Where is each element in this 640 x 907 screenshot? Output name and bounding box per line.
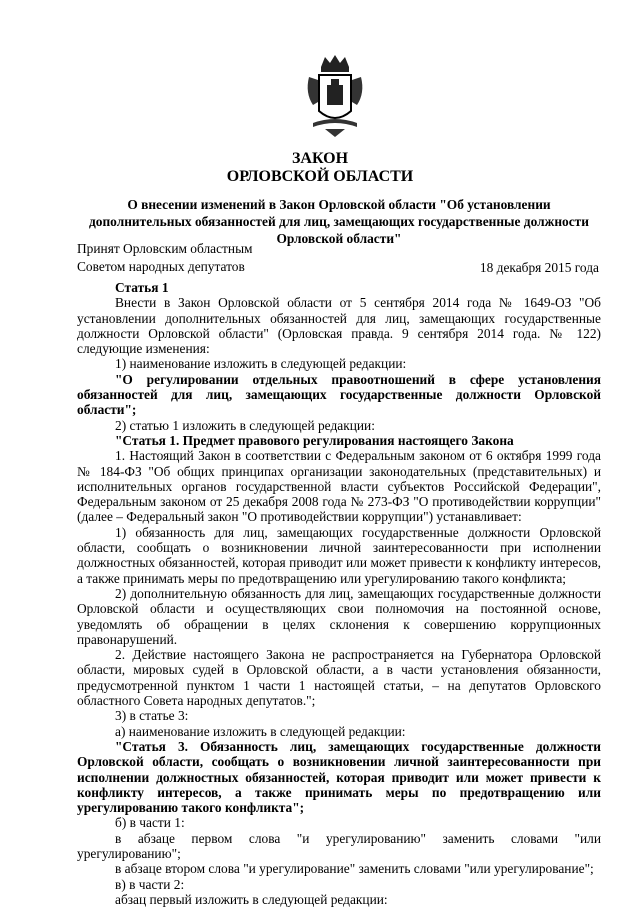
adoption-line1: Принят Орловским областным [77,241,253,256]
document-title-line1: ЗАКОН [291,150,349,167]
coat-of-arms-icon [303,53,367,139]
paragraph: 3) в статье 3: [115,708,189,724]
paragraph: 1) обязанность для лиц, замещающих государственные должности Орловской области, сообщать о возникновении личной заинтересованности при исполнении должностных обязанностей, которая приводит или может привести к конфликту интересов, а также принимать меры по предотвращению или урегулированию такого конфликта; [77,524,601,586]
paragraph: 2) дополнительную обязанность для лиц, замещающих государственные должности Орловской области и осуществляющих свои полномочия на постоянной основе, уведомлять об обращении в целях склонения к совершению коррупционных правонарушений. [77,585,601,647]
paragraph: 1) наименование изложить в следующей редакции: [115,356,407,372]
adoption-block [77,240,253,276]
paragraph: в абзаце втором слова "и урегулирование" заменить словами "или урегулирование"; [115,861,594,877]
paragraph: а) наименование изложить в следующей редакции: [115,723,406,739]
adoption-date: 18 декабря 2015 года [479,260,599,275]
article-heading: Статья 1 [115,280,169,295]
adoption-line2: Советом народных депутатов [77,259,245,274]
document-subtitle: О внесении изменений в Закон Орловской области "Об установлении дополнительных обязанностей для лиц, замещающих государственные должности Орловской области" [89,197,589,246]
paragraph: 2. Действие настоящего Закона не распространяется на Губернатора Орловской области, мировых судей в Орловской области, а в части установления обязанности, предусмотренной пунктом 1 части 1 настоящей статьи, – на депутатов Орловского областного Совета народных депутатов."; [77,647,601,709]
paragraph: "О регулировании отдельных правоотношений в сфере установления обязанностей для лиц, замещающих государственные должности Орловской области"; [77,371,601,418]
paragraph: б) в части 1: [115,815,185,831]
paragraph: в) в части 2: [115,876,185,892]
paragraph: 2) статью 1 изложить в следующей редакции: [115,417,375,433]
paragraph: в абзаце первом слова "и урегулированию" заменить словами "или урегулированию"; [77,830,601,861]
paragraph: "Статья 1. Предмет правового регулирования настоящего Закона [115,432,514,448]
document-body [77,280,601,907]
paragraph: Внести в Закон Орловской области от 5 сентября 2014 года № 1649-ОЗ "Об установлении дополнительных обязанностей для лиц, замещающих государственные должности Орловской области" (Орловская правда. 9 сентября 2014 года. № 122) следующие изменения: [77,295,601,357]
paragraph: "Статья 3. Обязанность лиц, замещающих государственные должности Орловской области, сообщать о возникновении личной заинтересованности при исполнении должностных обязанностей, которая приводит или может привести к конфликту интересов, а также принимать меры по предотвращению или урегулированию такого конфликта"; [77,738,601,816]
paragraph: 1. Настоящий Закон в соответствии с Федеральным законом от 6 октября 1999 года № 184-ФЗ "Об общих принципах организации законодательных (представительных) и исполнительных органов государственной власти субъектов Российской Федерации", Федеральным законом от 25 декабря 2008 года № 273-ФЗ "О противодействии коррупции" (далее – Федеральный закон "О противодействии коррупции") устанавливает: [77,448,601,525]
document-title-line2: ОРЛОВСКОЙ ОБЛАСТИ [226,168,414,185]
paragraph: абзац первый изложить в следующей редакции: [115,891,388,907]
